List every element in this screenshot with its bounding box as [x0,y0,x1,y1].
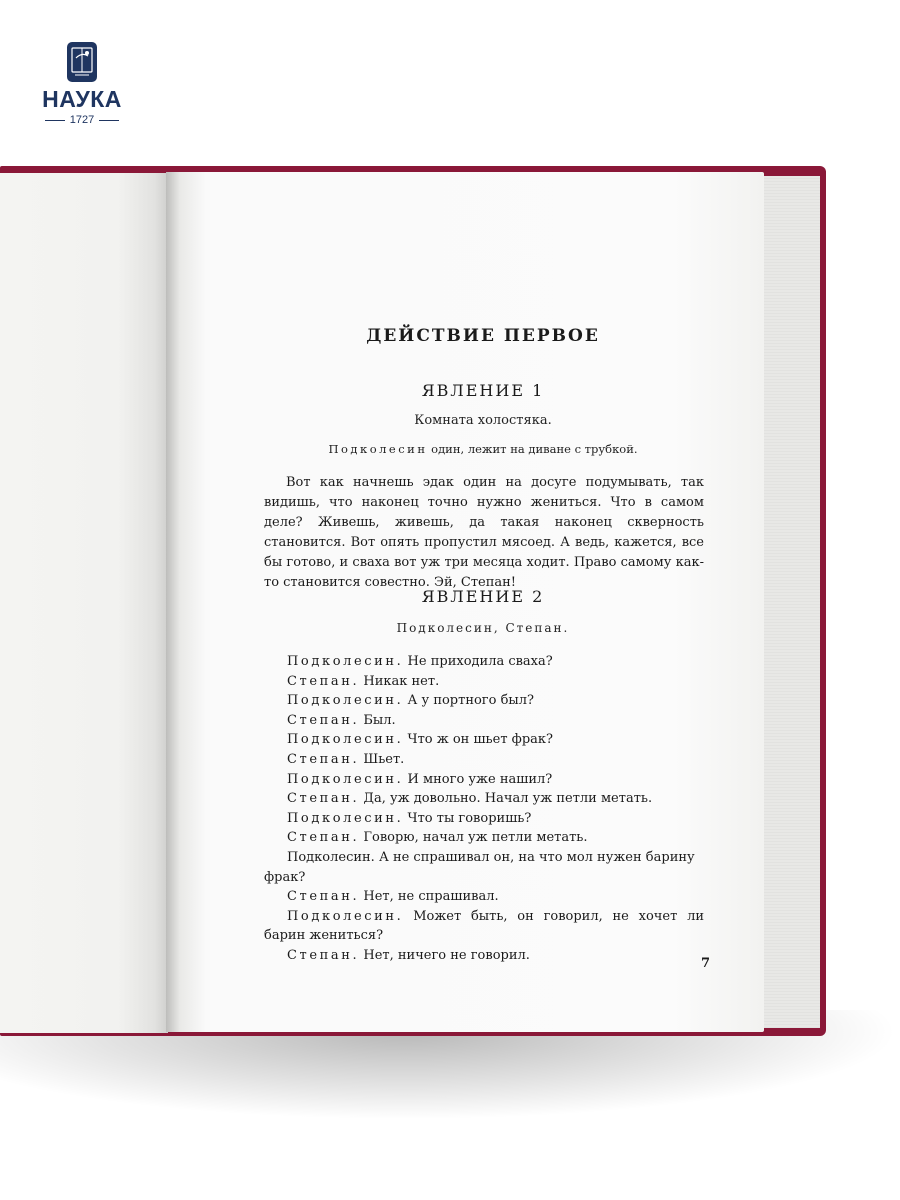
dialogue-line [264,946,704,966]
divider [45,120,65,121]
line-text: И много уже нашил? [403,771,553,787]
dialogue-line [264,652,704,672]
line-text: Был. [359,712,396,728]
left-page [0,173,168,1033]
dialogue-line [264,672,704,692]
speaker-name: Подколесин. [287,771,404,787]
dialogue-line [264,770,704,790]
speaker-name: Степан. [287,673,360,689]
dialogue-line [264,750,704,770]
setting-line: Комната холостяка. [414,413,552,428]
scene-2-characters: Подколесин, Степан. [396,621,570,635]
logo-year-row [40,114,124,126]
line-text: А у портного был? [403,693,534,709]
line-text: Никак нет. [359,673,440,689]
dialogue-line [264,730,704,750]
stage-direction-text: один, лежит на диване с трубкой. [427,442,638,456]
speaker-name: Подколесин. [287,654,404,669]
speaker-name: Подколесин. [287,849,375,865]
dialogue-line [264,809,704,829]
line-text: А не спрашивал он, на что мол нужен барину фрак? [264,849,695,885]
line-text: Шьет. [359,751,405,767]
scene-1-title: ЯВЛЕНИЕ 1 [421,381,545,400]
line-text: Не приходила сваха? [403,654,553,669]
monologue [264,473,704,593]
divider [99,120,119,121]
speaker-name: Степан. [287,889,360,905]
dialogue-line [264,848,704,887]
dialogue-line [264,789,704,809]
speaker-name: Степан. [287,791,360,807]
book-emblem-icon [67,42,97,82]
monologue-text: Вот как начнешь эдак один на досуге подумывать, так видишь, что наконец точно нужно жениться. Что в самом деле? Живешь, живешь, да такая наконец скверность становится. Вот опять пропустил мясоед. А ведь, кажется, все бы готово, и сваха вот уж три месяца ходит. Право самому как-то становится совестно. Эй, Степан! [264,475,704,590]
speaker-name: Подколесин. [287,908,404,924]
line-text: Нет, не спрашивал. [359,889,499,905]
line-text: Что ты говоришь? [403,810,532,826]
speaker-name: Подколесин. [287,732,404,748]
line-text: Говорю, начал уж петли метать. [359,830,588,846]
scene-2-title: ЯВЛЕНИЕ 2 [421,587,545,606]
dialogue-line [264,887,704,907]
dialogue-line [264,907,704,946]
logo-name: НАУКА [42,86,122,112]
dialogue-line [264,691,704,711]
speaker-name: Подколесин. [287,810,404,826]
speaker-name: Степан. [287,712,360,728]
line-text: Что ж он шьет фрак? [403,732,553,748]
speaker-name: Степан. [287,751,360,767]
page-number: 7 [700,956,710,971]
stage-direction-name: Подколесин [328,442,428,456]
speaker-name: Подколесин. [287,693,404,709]
act-title: ДЕЙСТВИЕ ПЕРВОЕ [366,326,600,346]
line-text: Может быть, он говорил, не хочет ли барин жениться? [264,908,704,944]
stage-direction [166,442,800,456]
line-text: Нет, ничего не говорил. [359,947,530,963]
dialogue [264,652,704,966]
publisher-logo [40,42,124,126]
logo-year: 1727 [69,114,95,126]
dialogue-line [264,711,704,731]
speaker-name: Степан. [287,947,360,963]
speaker-name: Степан. [287,830,360,846]
dialogue-line [264,828,704,848]
line-text: Да, уж довольно. Начал уж петли метать. [359,791,653,807]
